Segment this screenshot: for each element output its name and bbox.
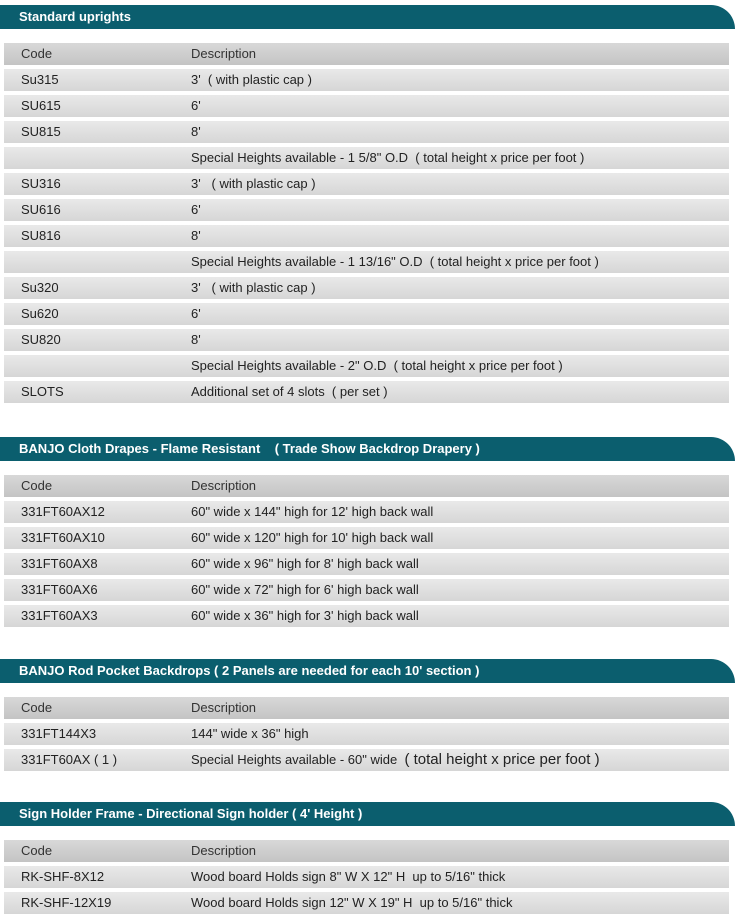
item-description-note: ( total height x price per foot ) bbox=[404, 751, 600, 768]
table-row bbox=[4, 501, 729, 523]
item-description: 144" wide x 36" high bbox=[191, 726, 309, 741]
item-description-main: Special Heights available - 60" wide bbox=[191, 752, 398, 767]
section-banjo-cloth-drapes bbox=[0, 437, 735, 631]
table-row bbox=[4, 225, 729, 247]
item-description: 60" wide x 120" high for 10' high back wall bbox=[191, 530, 434, 545]
table-row bbox=[4, 329, 729, 351]
column-header-description: Description bbox=[191, 700, 257, 715]
table-row bbox=[4, 605, 729, 627]
item-description: 60" wide x 144" high for 12' high back wall bbox=[191, 504, 434, 519]
item-description: 6' bbox=[191, 98, 201, 113]
section-title: BANJO Cloth Drapes - Flame Resistant ( Trade Show Backdrop Drapery ) bbox=[0, 437, 735, 461]
item-description: Wood board Holds sign 12" W X 19" H up to 5/16" thick bbox=[191, 895, 513, 910]
table-row bbox=[4, 381, 729, 403]
item-description: 60" wide x 96" high for 8' high back wall bbox=[191, 556, 419, 571]
item-description: 8' bbox=[191, 332, 201, 347]
item-code: SLOTS bbox=[21, 384, 64, 399]
table-row bbox=[4, 95, 729, 117]
column-header-code: Code bbox=[21, 700, 53, 715]
item-description bbox=[191, 749, 600, 771]
table-row bbox=[4, 69, 729, 91]
table-row bbox=[4, 147, 729, 169]
table-row bbox=[4, 553, 729, 575]
item-code: 331FT60AX10 bbox=[21, 530, 105, 545]
column-header-row bbox=[4, 840, 729, 862]
table-row bbox=[4, 251, 729, 273]
section-sign-holder-frame bbox=[0, 802, 735, 918]
item-code: SU316 bbox=[21, 176, 61, 191]
table-row bbox=[4, 749, 729, 771]
item-description: 6' bbox=[191, 202, 201, 217]
item-description: Special Heights available - 1 5/8" O.D ( total height x price per foot ) bbox=[191, 150, 585, 165]
item-description: 60" wide x 72" high for 6' high back wall bbox=[191, 582, 419, 597]
column-header-description: Description bbox=[191, 46, 257, 61]
table-row bbox=[4, 579, 729, 601]
item-code: Su320 bbox=[21, 280, 59, 295]
column-header-row bbox=[4, 43, 729, 65]
table-row bbox=[4, 173, 729, 195]
item-description: 8' bbox=[191, 124, 201, 139]
table-row bbox=[4, 866, 729, 888]
table-row bbox=[4, 527, 729, 549]
item-code: 331FT144X3 bbox=[21, 726, 97, 741]
item-code: SU616 bbox=[21, 202, 61, 217]
item-code: SU615 bbox=[21, 98, 61, 113]
section-title: Standard uprights bbox=[0, 5, 735, 29]
table-row bbox=[4, 303, 729, 325]
item-code: SU816 bbox=[21, 228, 61, 243]
column-header-code: Code bbox=[21, 46, 53, 61]
column-header-row bbox=[4, 697, 729, 719]
column-header-code: Code bbox=[21, 843, 53, 858]
table-row bbox=[4, 355, 729, 377]
item-description: Special Heights available - 1 13/16" O.D ( total height x price per foot ) bbox=[191, 254, 599, 269]
item-description: Wood board Holds sign 8" W X 12" H up to 5/16" thick bbox=[191, 869, 506, 884]
item-code: 331FT60AX ( 1 ) bbox=[21, 752, 118, 767]
table-row bbox=[4, 277, 729, 299]
column-header-code: Code bbox=[21, 478, 53, 493]
item-code: 331FT60AX8 bbox=[21, 556, 98, 571]
item-code: SU815 bbox=[21, 124, 61, 139]
section-standard-uprights bbox=[0, 5, 735, 407]
item-description: 3' ( with plastic cap ) bbox=[191, 280, 316, 295]
item-description: Special Heights available - 2" O.D ( total height x price per foot ) bbox=[191, 358, 563, 373]
item-code: 331FT60AX6 bbox=[21, 582, 98, 597]
item-description: 3' ( with plastic cap ) bbox=[191, 176, 316, 191]
item-description: 3' ( with plastic cap ) bbox=[191, 72, 312, 87]
item-description: Additional set of 4 slots ( per set ) bbox=[191, 384, 388, 399]
section-title: BANJO Rod Pocket Backdrops ( 2 Panels are needed for each 10' section ) bbox=[0, 659, 735, 683]
item-code: 331FT60AX3 bbox=[21, 608, 98, 623]
item-code: Su315 bbox=[21, 72, 59, 87]
column-header-description: Description bbox=[191, 843, 257, 858]
item-description: 6' bbox=[191, 306, 201, 321]
section-title: Sign Holder Frame - Directional Sign holder ( 4' Height ) bbox=[0, 802, 735, 826]
table-row bbox=[4, 199, 729, 221]
table-row bbox=[4, 723, 729, 745]
item-code: 331FT60AX12 bbox=[21, 504, 105, 519]
item-code: RK-SHF-12X19 bbox=[21, 895, 112, 910]
item-code: Su620 bbox=[21, 306, 59, 321]
column-header-description: Description bbox=[191, 478, 257, 493]
item-code: RK-SHF-8X12 bbox=[21, 869, 105, 884]
item-description: 8' bbox=[191, 228, 201, 243]
section-banjo-rod-pocket bbox=[0, 659, 735, 775]
table-row bbox=[4, 892, 729, 914]
item-code: SU820 bbox=[21, 332, 61, 347]
column-header-row bbox=[4, 475, 729, 497]
item-description: 60" wide x 36" high for 3' high back wall bbox=[191, 608, 419, 623]
table-row bbox=[4, 121, 729, 143]
